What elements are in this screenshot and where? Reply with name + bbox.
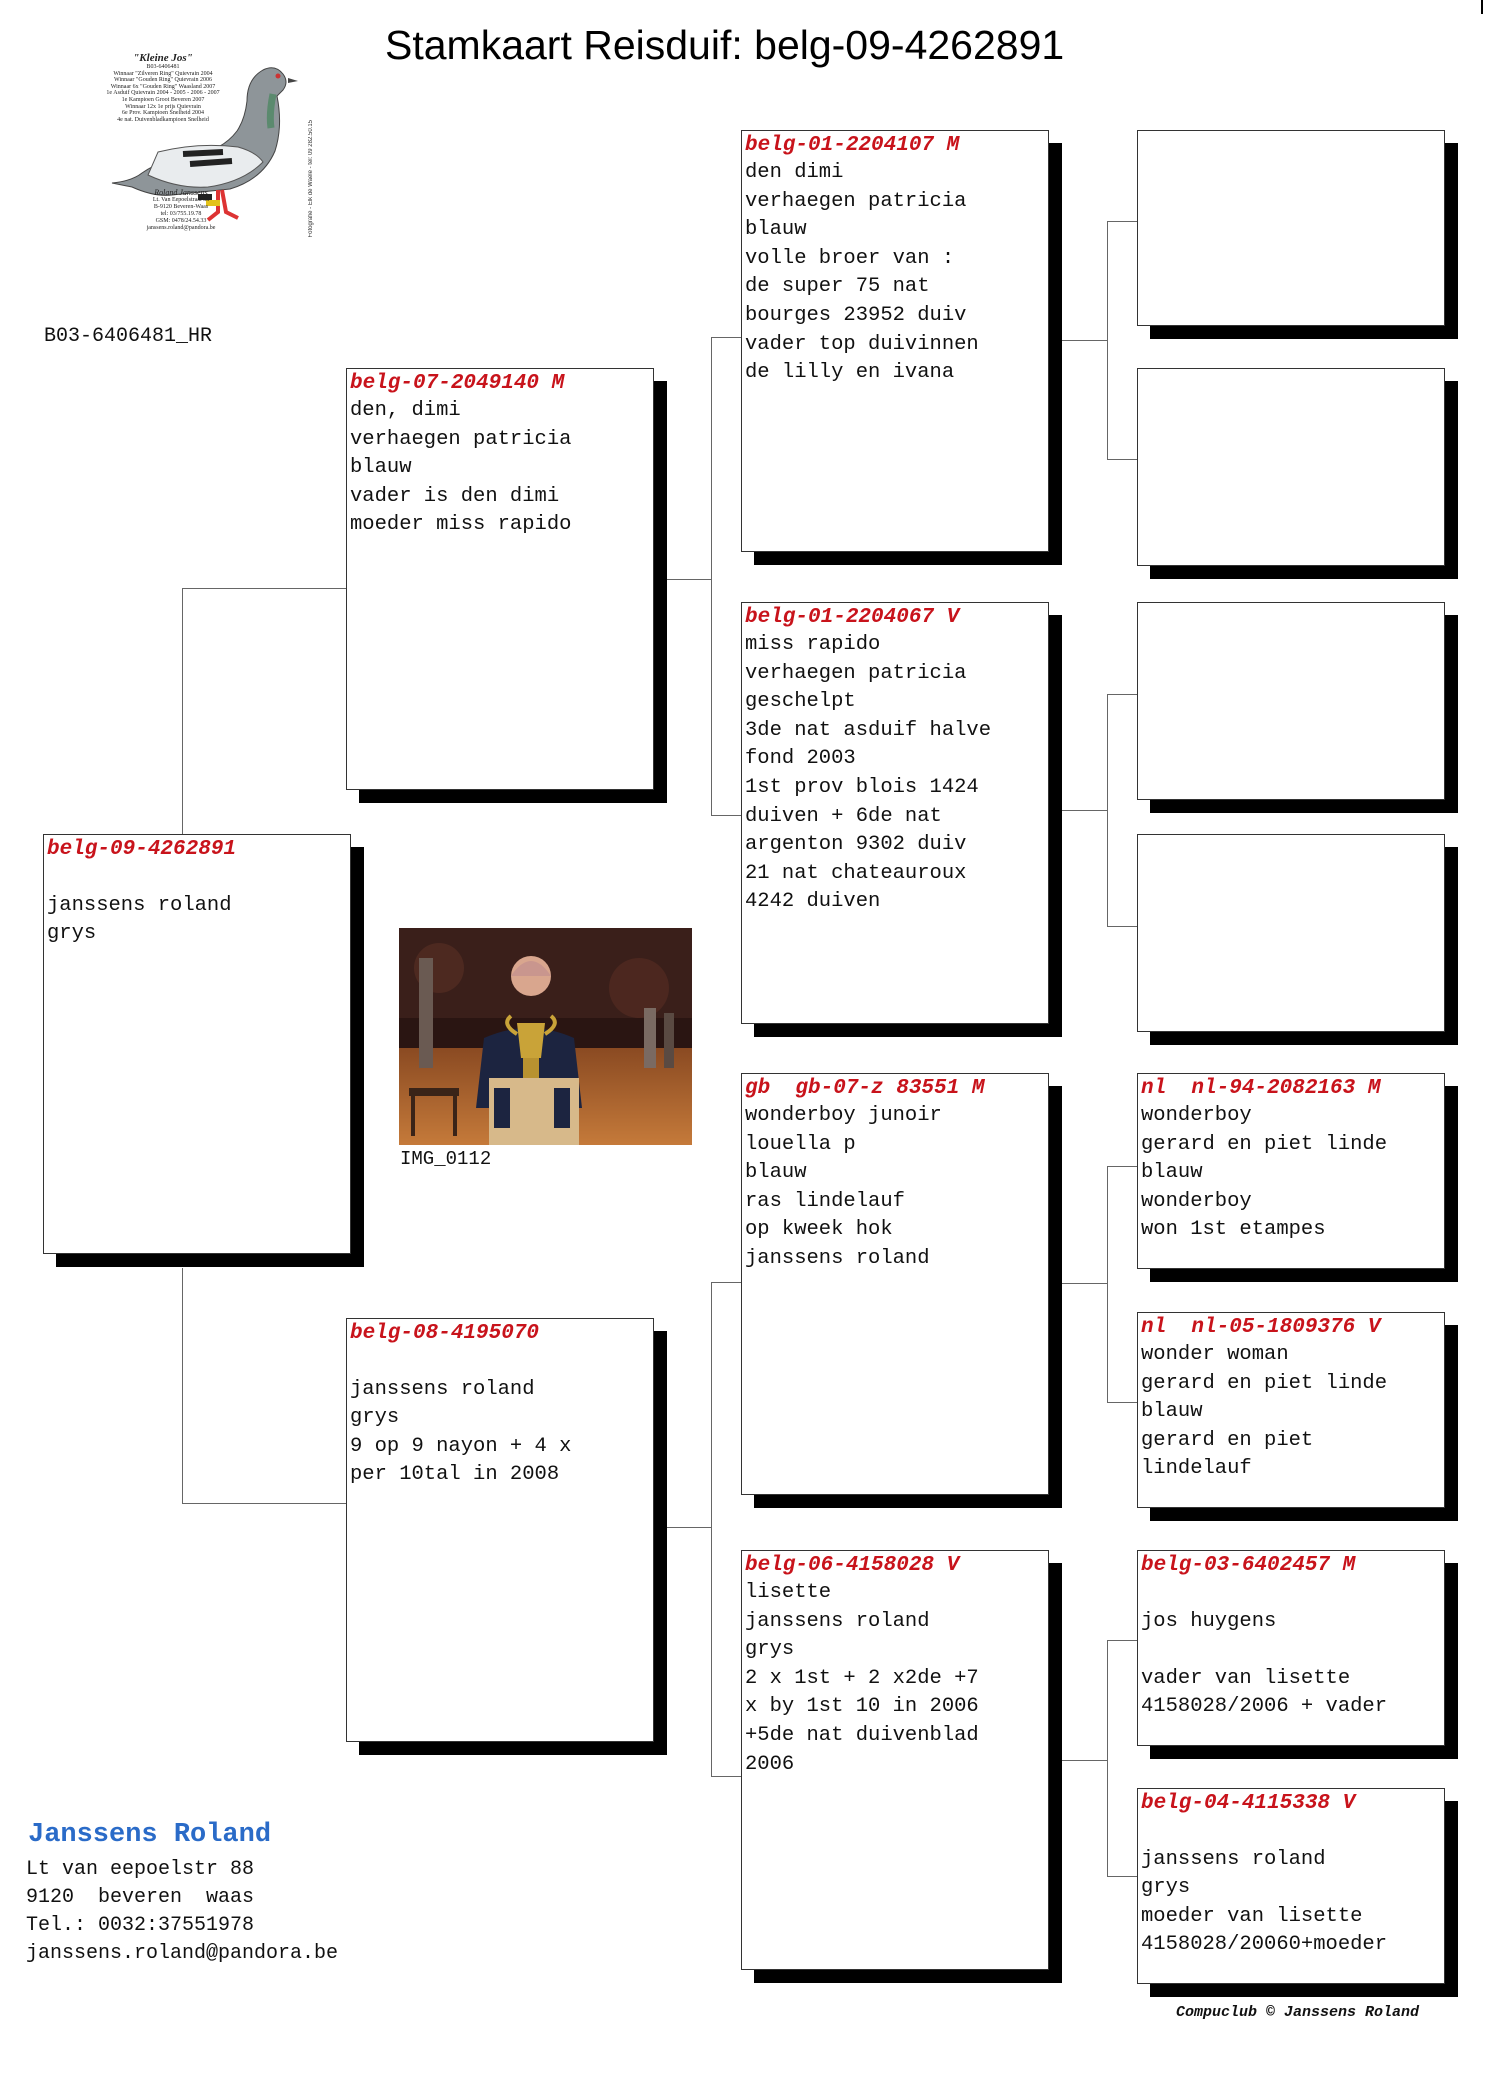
card-line: janssens roland <box>745 1609 930 1633</box>
card-line: duiven + 6de nat <box>745 804 942 828</box>
card-line: 3de nat asduif halve <box>745 718 992 742</box>
logo-achievement: 4e nat. Duivenbladkampioen Snelheid <box>117 116 209 123</box>
card-line: won 1st etampes <box>1141 1218 1326 1242</box>
logo-pigeon-name: "Kleine Jos" <box>133 52 193 64</box>
ggp5-ring: nl nl-94-2082163 M <box>1141 1077 1381 1100</box>
subject-ring: belg-09-4262891 <box>47 838 237 861</box>
connector <box>1049 1283 1107 1284</box>
card-line: geschelpt <box>745 690 856 714</box>
owner-street: Lt van eepoelstr 88 <box>26 1858 255 1881</box>
card-line: +5de nat duivenblad <box>745 1723 979 1747</box>
great-grandparent-card-7 <box>1137 1550 1445 1746</box>
card-line: janssens roland <box>47 893 232 917</box>
card-line: wonderboy <box>1141 1189 1252 1213</box>
ggp8-ring: belg-04-4115338 V <box>1141 1792 1356 1815</box>
connector <box>1107 694 1137 695</box>
card-line: gerard en piet <box>1141 1428 1314 1452</box>
card-line: blauw <box>745 218 807 242</box>
card-line: lisette <box>745 1581 832 1604</box>
page-title: Stamkaart Reisduif: belg-09-4262891 <box>385 22 1065 68</box>
card-line: blauw <box>1141 1400 1203 1424</box>
owner-city: 9120 beveren waas <box>26 1886 255 1909</box>
card-line: blauw <box>745 1161 807 1185</box>
card-line: grys <box>47 922 97 946</box>
photo-illustration <box>399 928 692 1145</box>
card-line: per 10tal in 2008 <box>350 1463 560 1487</box>
card-line: moeder van lisette <box>1141 1904 1363 1928</box>
great-grandparent-card-4 <box>1137 834 1445 1032</box>
connector <box>182 588 183 834</box>
card-line: blauw <box>1141 1161 1203 1185</box>
card-line <box>1138 1636 1444 1665</box>
card-line: 21 nat chateauroux <box>745 861 967 885</box>
card-line: gerard en piet linde <box>1141 1132 1388 1156</box>
great-grandparent-card-1 <box>1137 130 1445 326</box>
logo-footer-line: B-9120 Beveren-Waas <box>153 204 209 211</box>
dam-sire-card <box>741 1073 1049 1495</box>
ggp6-ring: nl nl-05-1809376 V <box>1141 1316 1381 1339</box>
card-line: ras lindelauf <box>745 1189 905 1213</box>
reference-code: B03-6406481_HR <box>44 325 213 348</box>
sire-dam-ring: belg-01-2204067 V <box>745 606 960 629</box>
card-line: den, dimi <box>350 399 461 422</box>
logo-achievement: 6e Prov. Kampioen Snelheid 2004 <box>121 110 205 117</box>
card-line: grys <box>745 1638 795 1662</box>
connector <box>1107 1640 1108 1876</box>
connector <box>182 1503 346 1504</box>
card-line: 4158028/20060+moeder <box>1141 1933 1388 1957</box>
sire-card <box>346 368 654 790</box>
connector <box>711 815 741 816</box>
card-line: jos huygens <box>1141 1609 1277 1633</box>
dam-sire-ring: gb gb-07-z 83551 M <box>745 1077 985 1100</box>
card-line <box>347 1347 653 1376</box>
sire-ring: belg-07-2049140 M <box>350 372 565 395</box>
card-line: grys <box>350 1406 400 1430</box>
footer-credit: Compuclub © Janssens Roland <box>1176 2004 1420 2021</box>
connector <box>1107 459 1137 460</box>
photo-caption: IMG_0112 <box>400 1148 492 1170</box>
card-line <box>1138 1579 1444 1608</box>
great-grandparent-card-6 <box>1137 1312 1445 1508</box>
dam-dam-ring: belg-06-4158028 V <box>745 1554 960 1577</box>
card-line: miss rapido <box>745 633 881 656</box>
pigeon-logo <box>78 50 333 240</box>
logo-ring: B03-6406481 <box>146 64 180 71</box>
connector <box>1049 1760 1107 1761</box>
card-line: 1st prov blois 1424 <box>745 775 979 799</box>
card-line: verhaegen patricia <box>745 661 967 685</box>
card-line: vader is den dimi <box>350 484 560 508</box>
card-line: x by 1st 10 in 2006 <box>745 1695 979 1719</box>
owner-name: Janssens Roland <box>28 1820 272 1850</box>
logo-footer-line: tel: 03/755.19.78 <box>160 210 202 217</box>
card-line: 2 x 1st + 2 x2de +7 <box>745 1666 979 1690</box>
card-line: wonder woman <box>1141 1343 1289 1366</box>
connector <box>711 337 712 815</box>
card-line: janssens roland <box>745 1246 930 1270</box>
connector <box>182 1268 183 1504</box>
card-line: fond 2003 <box>745 747 856 771</box>
card-line: louella p <box>745 1132 856 1156</box>
card-line: grys <box>1141 1876 1191 1900</box>
card-line: wonderboy <box>1141 1104 1252 1127</box>
card-line: verhaegen patricia <box>350 427 572 451</box>
card-line <box>44 863 350 892</box>
connector <box>1107 1166 1137 1167</box>
subject-card <box>43 834 351 1254</box>
owner-photo <box>399 928 692 1145</box>
logo-footer-line: janssens.roland@pandora.be <box>146 224 216 231</box>
card-line: blauw <box>350 456 412 480</box>
great-grandparent-card-5 <box>1137 1073 1445 1269</box>
card-line: janssens roland <box>1141 1847 1326 1871</box>
connector <box>1049 810 1107 811</box>
logo-achievement: Winnaar 6x "Gouden Ring" Waasland 2007 <box>110 83 216 90</box>
card-line: 4158028/2006 + vader <box>1141 1695 1388 1719</box>
connector <box>711 1776 741 1777</box>
logo-achievement: 1e Kampioen Groot Beveren 2007 <box>121 97 205 104</box>
card-line: de super 75 nat <box>745 275 930 299</box>
connector <box>1049 340 1107 341</box>
card-line: gerard en piet linde <box>1141 1371 1388 1395</box>
connector <box>711 1282 741 1283</box>
connector <box>666 579 711 580</box>
card-line: janssens roland <box>350 1377 535 1401</box>
dam-dam-card <box>741 1550 1049 1970</box>
owner-email[interactable]: janssens.roland@pandora.be <box>26 1942 339 1965</box>
logo-side-text: Fotografie - Elk de Waele - tel: 09 282.50.15 <box>308 120 314 238</box>
card-line: verhaegen patricia <box>745 189 967 213</box>
card-line: volle broer van : <box>745 246 955 270</box>
card-line: argenton 9302 duiv <box>745 833 967 857</box>
connector <box>182 588 346 589</box>
connector <box>1107 221 1137 222</box>
logo-achievement: 1e Asduif Quievrain 2004 - 2005 - 2006 - 2007 <box>106 90 220 97</box>
card-line: wonderboy junoir <box>745 1104 942 1127</box>
dam-card <box>346 1318 654 1742</box>
connector <box>1107 694 1108 926</box>
connector <box>1107 1166 1108 1402</box>
logo-footer <box>126 188 236 232</box>
logo-footer-line: GSM: 0478/24.54.33 <box>155 217 207 224</box>
corner-mark <box>1481 0 1483 14</box>
logo-achievement: Winnaar "Zilveren Ring" Quievrain 2004 <box>113 70 213 77</box>
card-line: lindelauf <box>1141 1457 1252 1481</box>
sire-sire-card <box>741 130 1049 552</box>
logo-achievement: Winnaar "Gouden Ring" Quievrain 2006 <box>114 77 212 84</box>
connector <box>1107 221 1108 459</box>
card-line: vader top duivinnen <box>745 332 979 356</box>
logo-achievement: Winnaar 12x 1e prijs Quievrain <box>125 103 201 110</box>
connector <box>666 1527 711 1528</box>
card-line: moeder miss rapido <box>350 513 572 537</box>
card-line: 2006 <box>745 1752 795 1776</box>
sire-dam-card <box>741 602 1049 1024</box>
connector <box>1107 926 1137 927</box>
connector <box>711 337 741 338</box>
sire-sire-ring: belg-01-2204107 M <box>745 134 960 157</box>
connector <box>1107 1640 1137 1641</box>
connector <box>1107 1876 1137 1877</box>
card-line: vader van lisette <box>1141 1666 1351 1690</box>
great-grandparent-card-3 <box>1137 602 1445 800</box>
card-line <box>1138 1817 1444 1846</box>
card-line: 9 op 9 nayon + 4 x <box>350 1434 572 1458</box>
connector <box>711 1282 712 1776</box>
logo-owner: Roland Janssens <box>154 188 208 197</box>
ggp7-ring: belg-03-6402457 M <box>1141 1554 1356 1577</box>
card-line: 4242 duiven <box>745 890 881 914</box>
dam-ring: belg-08-4195070 <box>350 1322 540 1345</box>
connector <box>1107 1402 1137 1403</box>
great-grandparent-card-2 <box>1137 368 1445 566</box>
card-line: bourges 23952 duiv <box>745 303 967 327</box>
owner-phone: Tel.: 0032:37551978 <box>26 1914 255 1937</box>
logo-footer-line: Lt. Van Eepoelstraat 88 <box>152 197 210 204</box>
card-line: op kweek hok <box>745 1218 893 1242</box>
card-line: den dimi <box>745 161 844 184</box>
great-grandparent-card-8 <box>1137 1788 1445 1984</box>
card-line: de lilly en ivana <box>745 361 955 385</box>
